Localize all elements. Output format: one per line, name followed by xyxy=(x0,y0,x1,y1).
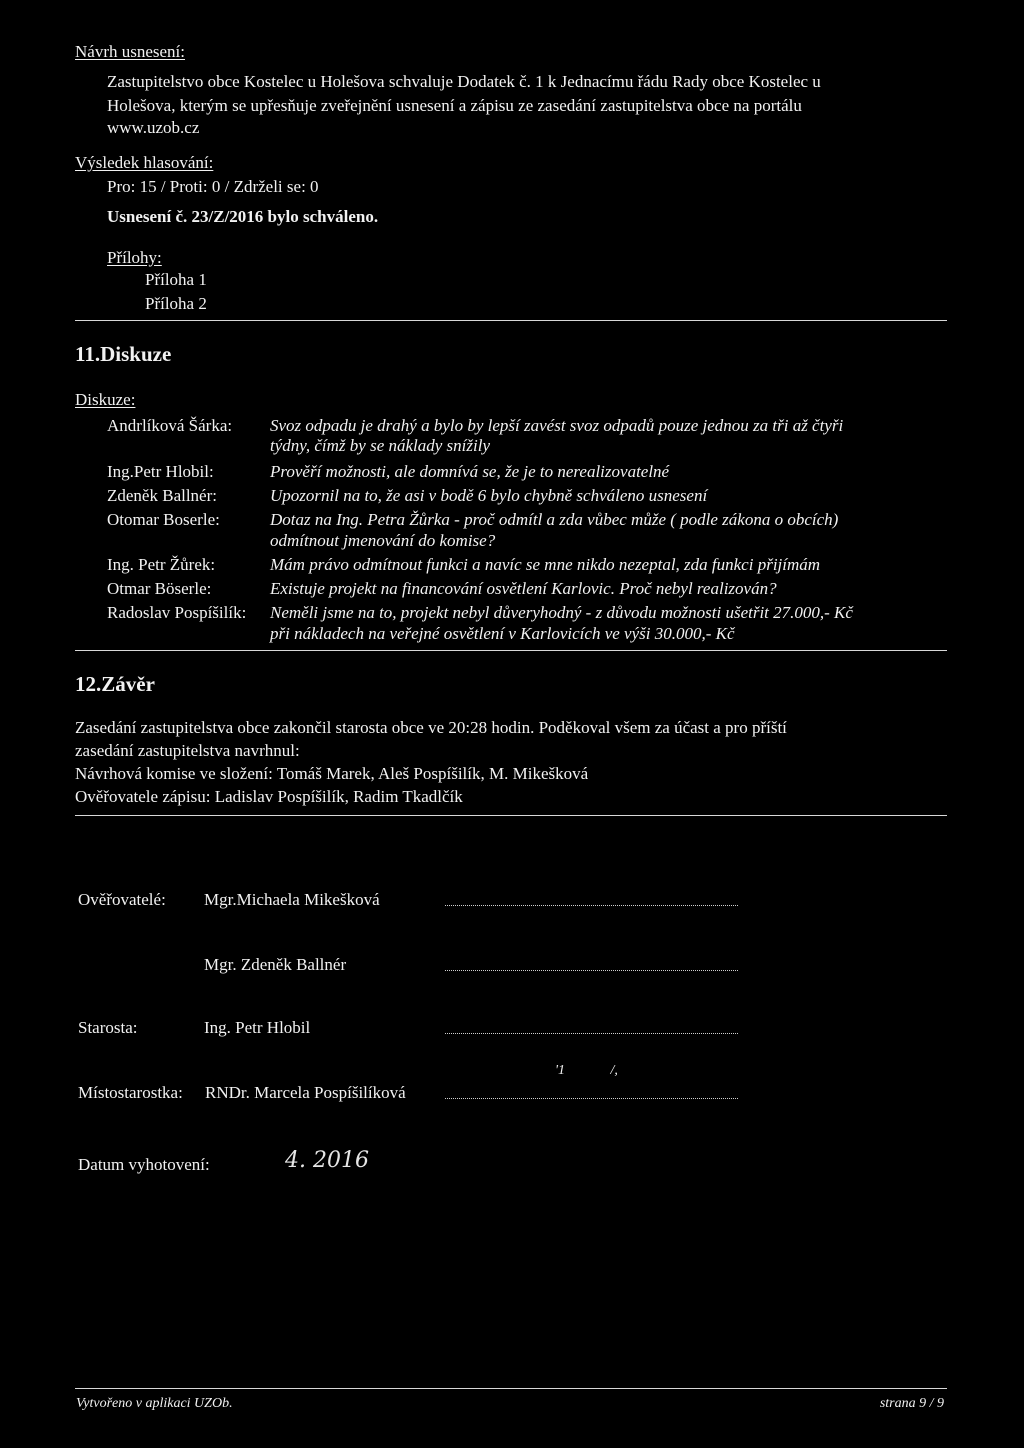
speaker-name: Ing. Petr Žůrek: xyxy=(107,555,216,574)
speaker-statement: Dotaz na Ing. Petra Žůrka - proč odmítl a zda vůbec může ( podle zákona o obcích) xyxy=(270,510,839,529)
verifier-name-1: Mgr.Michaela Mikešková xyxy=(204,890,380,909)
resolution-text-line-1: Zastupitelstvo obce Kostelec u Holešova schvaluje Dodatek č. 1 k Jednacímu řádu Rady obce Kostelec u xyxy=(107,72,821,91)
section-divider xyxy=(75,650,947,651)
date-label: Datum vyhotovení: xyxy=(78,1155,210,1174)
conclusion-line-3: Návrhová komise ve složení: Tomáš Marek, Aleš Pospíšilík, M. Mikešková xyxy=(75,764,589,783)
speaker-statement: při nákladech na veřejné osvětlení v Karlovicích ve výši 30.000,- Kč xyxy=(270,624,735,643)
speaker-statement: týdny, čímž by se náklady snížily xyxy=(270,436,491,455)
discussion-heading: Diskuze: xyxy=(75,390,136,409)
speaker-statement: Upozornil na to, že asi v bodě 6 bylo chybně schváleno usnesení xyxy=(270,486,708,505)
speaker-name: Radoslav Pospíšilík: xyxy=(107,603,247,622)
verifiers-label: Ověřovatelé: xyxy=(78,890,166,909)
speaker-statement: Existuje projekt na financování osvětlení Karlovic. Proč nebyl realizován? xyxy=(270,579,777,598)
signature-line xyxy=(445,1098,738,1099)
discussion-title: 11.Diskuze xyxy=(75,342,172,366)
attachment-1: Příloha 1 xyxy=(145,270,207,289)
mayor-name: Ing. Petr Hlobil xyxy=(204,1018,311,1037)
deputy-label: Místostarostka: xyxy=(78,1083,183,1102)
speaker-statement: Neměli jsme na to, projekt nebyl důveryhodný - z důvodu možnosti ušetřit 27.000,- Kč xyxy=(270,603,853,622)
section-divider xyxy=(75,320,947,321)
resolution-text-line-2: Holešova, kterým se upřesňuje zveřejnění usnesení a zápisu ze zasedání zastupitelstva obce na portálu xyxy=(107,96,802,115)
resolution-text-line-3: www.uzob.cz xyxy=(107,118,200,137)
conclusion-line-4: Ověřovatele zápisu: Ladislav Pospíšilík, Radim Tkadlčík xyxy=(75,787,463,806)
footer-left: Vytvořeno v aplikaci UZOb. xyxy=(76,1396,233,1411)
speaker-name: Otomar Boserle: xyxy=(107,510,220,529)
speaker-name: Andrlíková Šárka: xyxy=(107,416,233,435)
mayor-label: Starosta: xyxy=(78,1018,138,1037)
footer-divider xyxy=(75,1388,947,1389)
deputy-name: RNDr. Marcela Pospíšilíková xyxy=(205,1083,406,1102)
speaker-name: Zdeněk Ballnér: xyxy=(107,486,217,505)
resolution-approved: Usnesení č. 23/Z/2016 bylo schváleno. xyxy=(107,207,379,226)
verifier-name-2: Mgr. Zdeněk Ballnér xyxy=(204,955,347,974)
conclusion-title: 12.Závěr xyxy=(75,672,155,696)
attachment-2: Příloha 2 xyxy=(145,294,207,313)
resolution-heading: Návrh usnesení: xyxy=(75,42,186,61)
signature-line xyxy=(445,1033,738,1034)
conclusion-line-2: zasedání zastupitelstva navrhnul: xyxy=(75,741,300,760)
speaker-name: Otmar Böserle: xyxy=(107,579,212,598)
speaker-statement: Prověří možnosti, ale domnívá se, že je to nerealizovatelné xyxy=(270,462,670,481)
handwritten-date: 4. 2016 xyxy=(285,1148,369,1173)
speaker-statement: Svoz odpadu je drahý a bylo by lepší zavést svoz odpadů pouze jednou za tři až čtyři xyxy=(270,416,844,435)
footer-page-number: strana 9 / 9 xyxy=(879,1396,944,1411)
section-divider xyxy=(75,815,947,816)
handwritten-signature-mark: '1 /, xyxy=(555,1063,618,1078)
speaker-name: Ing.Petr Hlobil: xyxy=(107,462,214,481)
speaker-statement: odmítnout jmenování do komise? xyxy=(270,531,496,550)
attachments-heading: Přílohy: xyxy=(107,248,162,267)
conclusion-line-1: Zasedání zastupitelstva obce zakončil starosta obce ve 20:28 hodin. Poděkoval všem za účast a pro příští xyxy=(75,718,787,737)
signature-line xyxy=(445,905,738,906)
vote-heading: Výsledek hlasování: xyxy=(75,153,214,172)
vote-result: Pro: 15 / Proti: 0 / Zdrželi se: 0 xyxy=(107,177,319,196)
speaker-statement: Mám právo odmítnout funkci a navíc se mne nikdo nezeptal, zda funkci přijímám xyxy=(270,555,821,574)
signature-line xyxy=(445,970,738,971)
